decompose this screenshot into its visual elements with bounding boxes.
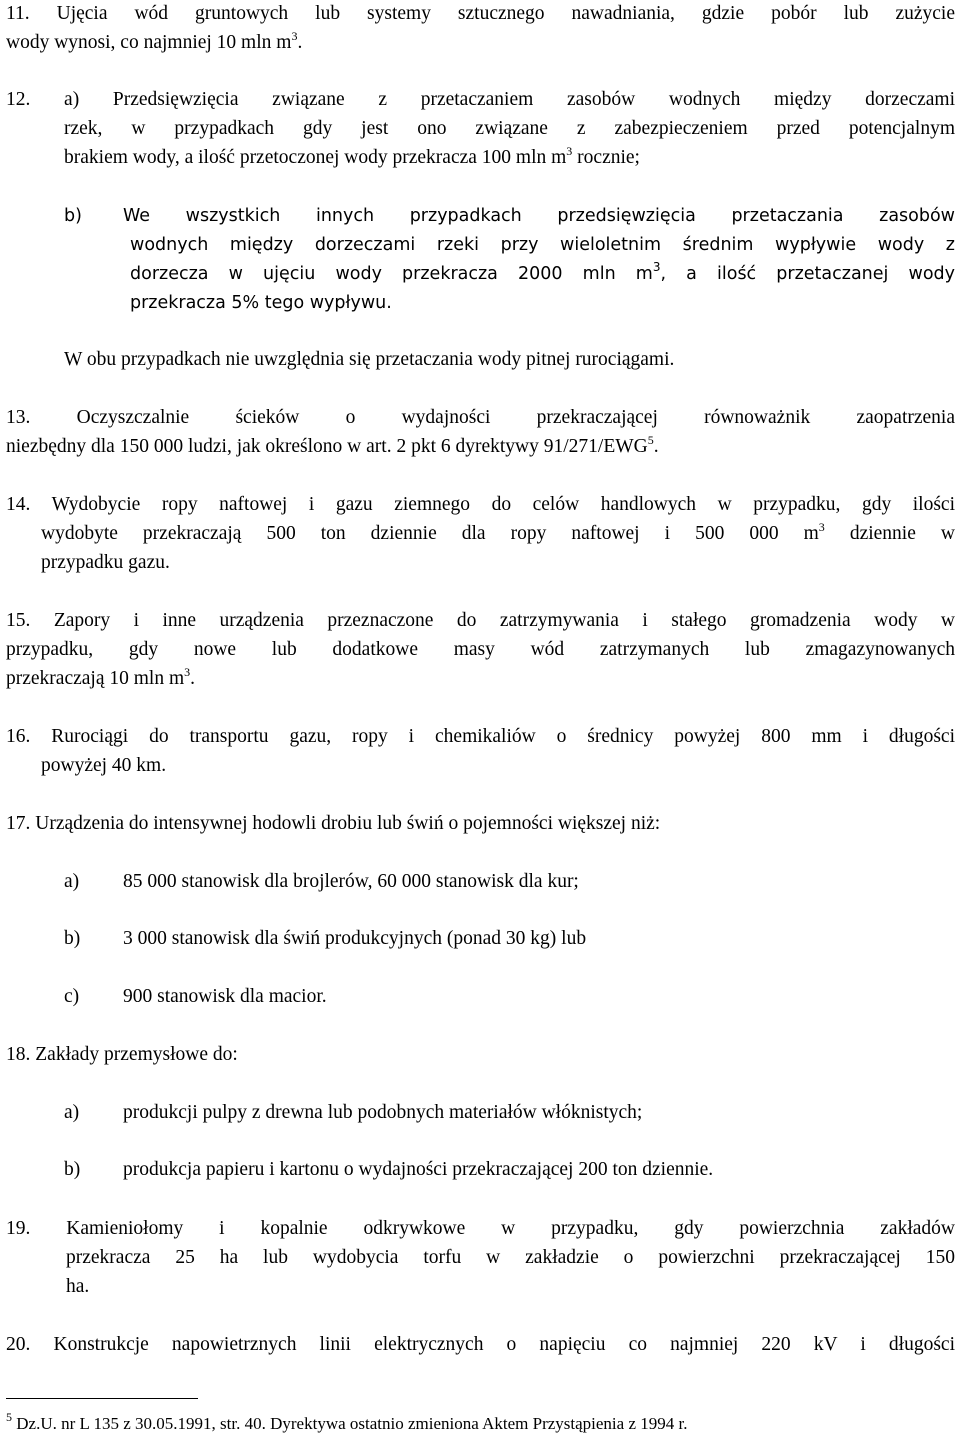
item-15-line-3: przekraczają 10 mln $m^3$.: [6, 665, 195, 689]
item-19-line-2: przekracza 25 ha lub wydobycia torfu w zakładzie o powierzchni przekraczającej 150: [66, 1247, 955, 1268]
item-11-line-1: 11. Ujęcia wód gruntowych lub systemy sztucznego nawadniania, gdzie pobór lub zużycie: [6, 3, 955, 24]
item-19-line-1: 19. Kamieniołomy i kopalnie odkrywkowe w przypadku, gdy powierzchnia zakładów: [6, 1218, 955, 1239]
item-12a-line-1: 12. a) Przedsięwzięcia związane z przetaczaniem zasobów wodnych między dorzeczami: [6, 89, 955, 110]
footnote-number: 5: [6, 1410, 12, 1424]
item-17-line-1: 17. Urządzenia do intensywnej hodowli drobiu lub świń o pojemności większej niż:: [6, 813, 661, 834]
item-12b-line-2: wodnych między dorzeczami rzeki przy wieloletnim średnim wypływie wody z: [130, 235, 955, 255]
item-14-line-1: 14. Wydobycie ropy naftowej i gazu ziemnego do celów handlowych w przypadku, gdy ilości: [6, 494, 955, 515]
item-12b-line-1: We wszystkich innych przypadkach przedsięwzięcia przetaczania zasobów: [123, 206, 955, 226]
item-12a-line-3: brakiem wody, a ilość przetoczonej wody przekracza 100 mln $m^3$ rocznie;: [64, 144, 640, 168]
item-13-line-1: 13. Oczyszczalnie ścieków o wydajności przekraczającej równoważnik zaopatrzenia: [6, 407, 955, 428]
item-17c-marker: c): [64, 986, 80, 1007]
footnote-text: Dz.U. nr L 135 z 30.05.1991, str. 40. Dyrektywa ostatnio zmieniona Aktem Przystąpienia z 1994 r.: [12, 1414, 688, 1433]
item-12-note: W obu przypadkach nie uwzględnia się przetaczania wody pitnej rurociągami.: [64, 349, 675, 370]
item-18b-marker: b): [64, 1159, 81, 1180]
item-11-line-2: wody wynosi, co najmniej 10 mln $m^3$.: [6, 29, 303, 53]
item-12b-marker: b): [64, 206, 82, 226]
item-19-line-3: ha.: [66, 1276, 90, 1297]
item-18a-marker: a): [64, 1102, 80, 1123]
item-18a-text: produkcji pulpy z drewna lub podobnych materiałów włóknistych;: [123, 1102, 643, 1123]
item-17b-text: 3 000 stanowisk dla świń produkcyjnych (ponad 30 kg) lub: [123, 928, 587, 949]
item-20-line-1: 20. Konstrukcje napowietrznych linii elektrycznych o napięciu co najmniej 220 kV i długości: [6, 1334, 955, 1355]
item-12b-line-3: dorzecza w ujęciu wody przekracza 2000 mln $m^3$, a ilość przetaczanej wody: [130, 260, 955, 284]
item-17a-marker: a): [64, 871, 80, 892]
footnote-separator: [6, 1398, 198, 1399]
item-14-line-3: przypadku gazu.: [41, 552, 170, 573]
item-15-line-1: 15. Zapory i inne urządzenia przeznaczone do zatrzymywania i stałego gromadzenia wody w: [6, 610, 955, 631]
footnote: [6, 1412, 687, 1436]
item-17a-text: 85 000 stanowisk dla brojlerów, 60 000 stanowisk dla kur;: [123, 871, 579, 892]
item-16-line-2: powyżej 40 km.: [41, 755, 167, 776]
item-17c-text: 900 stanowisk dla macior.: [123, 986, 327, 1007]
item-18-line-1: 18. Zakłady przemysłowe do:: [6, 1044, 238, 1065]
item-13-line-2: niezbędny dla 150 000 ludzi, jak określono w art. 2 pkt 6 dyrektywy 91/271/EWG$^5$.: [6, 433, 659, 457]
item-15-line-2: przypadku, gdy nowe lub dodatkowe masy wód zatrzymanych lub zmagazynowanych: [6, 639, 955, 660]
item-17b-marker: b): [64, 928, 81, 949]
item-16-line-1: 16. Rurociągi do transportu gazu, ropy i chemikaliów o średnicy powyżej 800 mm i długości: [6, 726, 955, 747]
item-14-line-2: wydobyte przekraczają 500 ton dziennie dla ropy naftowej i 500 000 $m^3$ dziennie w: [41, 520, 955, 544]
item-12a-line-2: rzek, w przypadkach gdy jest ono związane z zabezpieczeniem przed potencjalnym: [64, 118, 955, 139]
item-12b-line-4: przekracza 5% tego wypływu.: [130, 293, 392, 313]
item-18b-text: produkcja papieru i kartonu o wydajności przekraczającej 200 ton dziennie.: [123, 1159, 714, 1180]
